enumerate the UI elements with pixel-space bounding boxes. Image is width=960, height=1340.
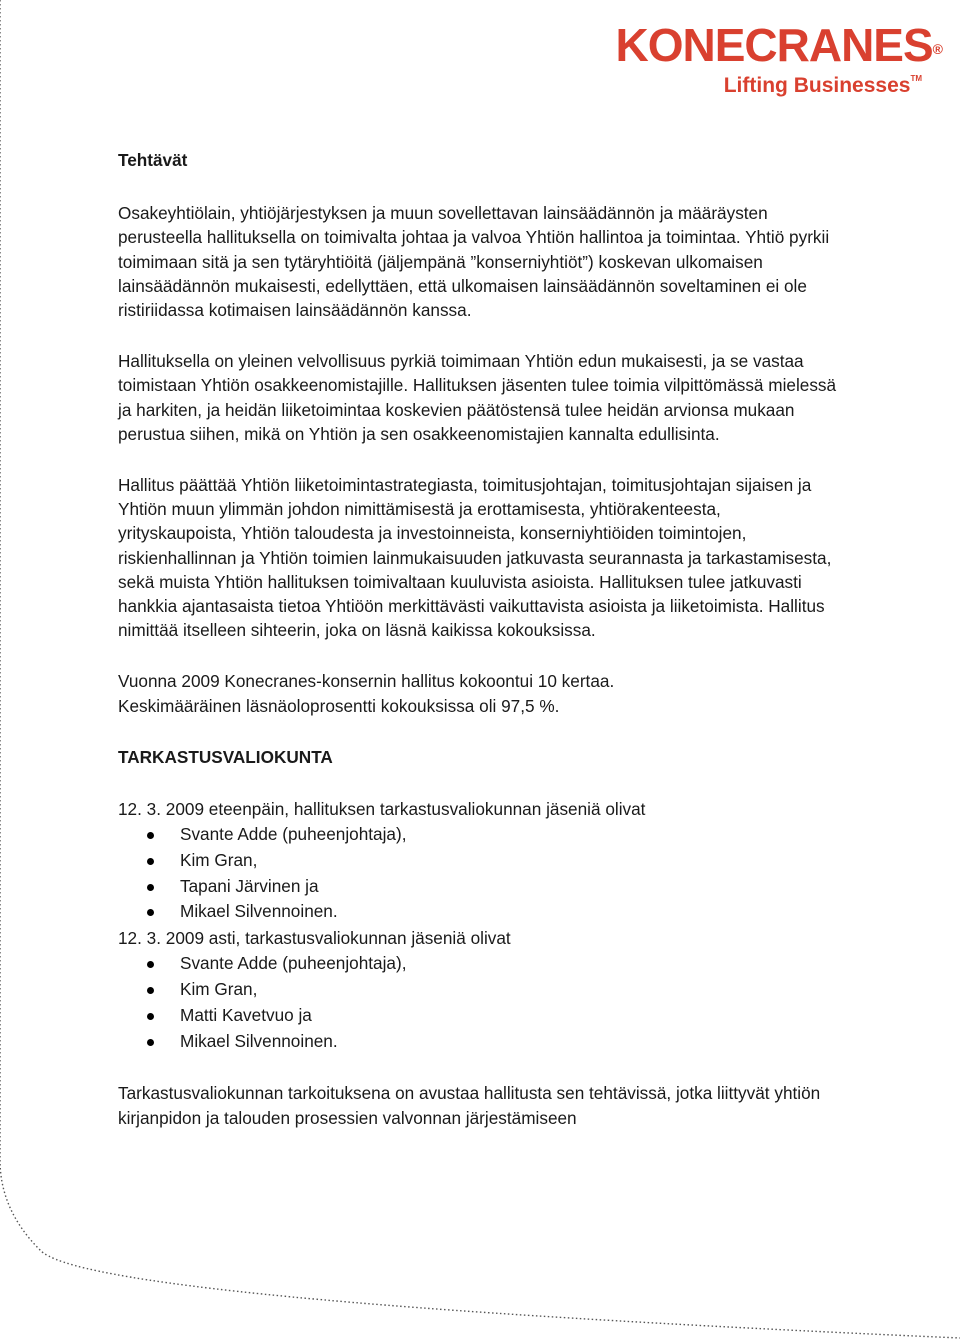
section-heading-audit-committee: TARKASTUSVALIOKUNTA: [118, 746, 333, 767]
paragraph-decisions: Hallitus päättää Yhtiön liiketoimintastrategiasta, toimitusjohtajan, toimitusjohtajan sijaisen ja Yhtiön muun ylimmän johdon nimittämisestä ja erottamisesta, yhtiörakenteesta, yrityskaupoista, Yhtiön taloudesta ja investoinneista, konserniyhtiöiden toimintojen, riskienhallinnan ja Yhtiön toimien lainmukaisuuden jatkuvasta seurannasta ja tarkastamisesta, sekä muista Yhtiön hallituksen toimivaltaan kuuluvista asioista. Hallituksen tulee jatkuvasti hankkia ajantasaista tietoa Yhtiöön merkittävästi vaikuttavista asioista ja liiketoimista. Hallitus nimittää itselleen sihteerin, joka on läsnä kaikissa kokouksissa.: [118, 475, 832, 641]
list-item: Matti Kavetvuo ja: [118, 1003, 840, 1029]
bullet-icon: [147, 987, 154, 994]
list-item: Kim Gran,: [118, 977, 840, 1003]
paragraph-committee-purpose: Tarkastusvaliokunnan tarkoituksena on avustaa hallitusta sen tehtävissä, jotka liittyvät yhtiön kirjanpidon ja talouden prosessien valvonnan järjestämiseen: [118, 1083, 821, 1128]
member-list-previous: [118, 951, 840, 1054]
section-heading-tasks: Tehtävät: [118, 150, 188, 170]
paragraph-meetings-count: Vuonna 2009 Konecranes-konsernin hallitus kokoontui 10 kertaa.: [118, 671, 615, 692]
bullet-icon: [147, 1039, 154, 1046]
bullet-icon: [147, 1013, 154, 1020]
list-item: Kim Gran,: [118, 848, 840, 874]
member-list-current: [118, 822, 840, 925]
paragraph-attendance: Keskimääräinen läsnäoloprosentti kokouksissa oli 97,5 %.: [118, 695, 560, 716]
bullet-icon: [147, 961, 154, 968]
bullet-icon: [147, 909, 154, 916]
list-intro-until-date: 12. 3. 2009 asti, tarkastusvaliokunnan jäseniä olivat: [118, 928, 511, 949]
company-logo: [597, 19, 942, 98]
paragraph-duties: Hallituksella on yleinen velvollisuus pyrkiä toimimaan Yhtiön edun mukaisesti, ja se vastaa toimistaan Yhtiön osakkeenomistajille. Hallituksen jäsenten tulee toimia vilpittömässä mielessä ja harkiten, ja heidän liiketoimintaa koskevien päätöstensä tulee heidän arvionsa mukaan perustua siihen, mikä on Yhtiön ja sen osakkeenomistajien kannalta edullisinta.: [118, 351, 837, 444]
logo-tagline: Lifting Businesses™: [723, 74, 922, 97]
list-item: Svante Adde (puheenjohtaja),: [118, 951, 840, 977]
list-item: Svante Adde (puheenjohtaja),: [118, 822, 840, 848]
list-intro-from-date: 12. 3. 2009 eteenpäin, hallituksen tarkastusvaliokunnan jäseniä olivat: [118, 799, 646, 820]
bullet-icon: [147, 858, 154, 865]
paragraph-authority: Osakeyhtiölain, yhtiöjärjestyksen ja muun sovellettavan lainsäädännön ja määräysten perusteella hallituksella on toimivalta johtaa ja valvoa Yhtiön hallintoa ja toimintaa. Yhtiö pyrkii toimimaan sitä ja sen tytäryhtiöitä (jäljempänä ”konserniyhtiöt”) koskevan ulkomaisen lainsäädännön mukaisesti, edellyttäen, että ulkomaisen lainsäädännön soveltaminen ei ole ristiriidassa kotimaisen lainsäädännön kanssa.: [118, 203, 830, 321]
list-item: Mikael Silvennoinen.: [118, 899, 840, 925]
logo-wordmark: KONECRANES®: [615, 19, 942, 71]
list-item: Tapani Järvinen ja: [118, 874, 840, 900]
bullet-icon: [147, 884, 154, 891]
document-body: [118, 148, 840, 1130]
list-item: Mikael Silvennoinen.: [118, 1029, 840, 1055]
bullet-icon: [147, 832, 154, 839]
